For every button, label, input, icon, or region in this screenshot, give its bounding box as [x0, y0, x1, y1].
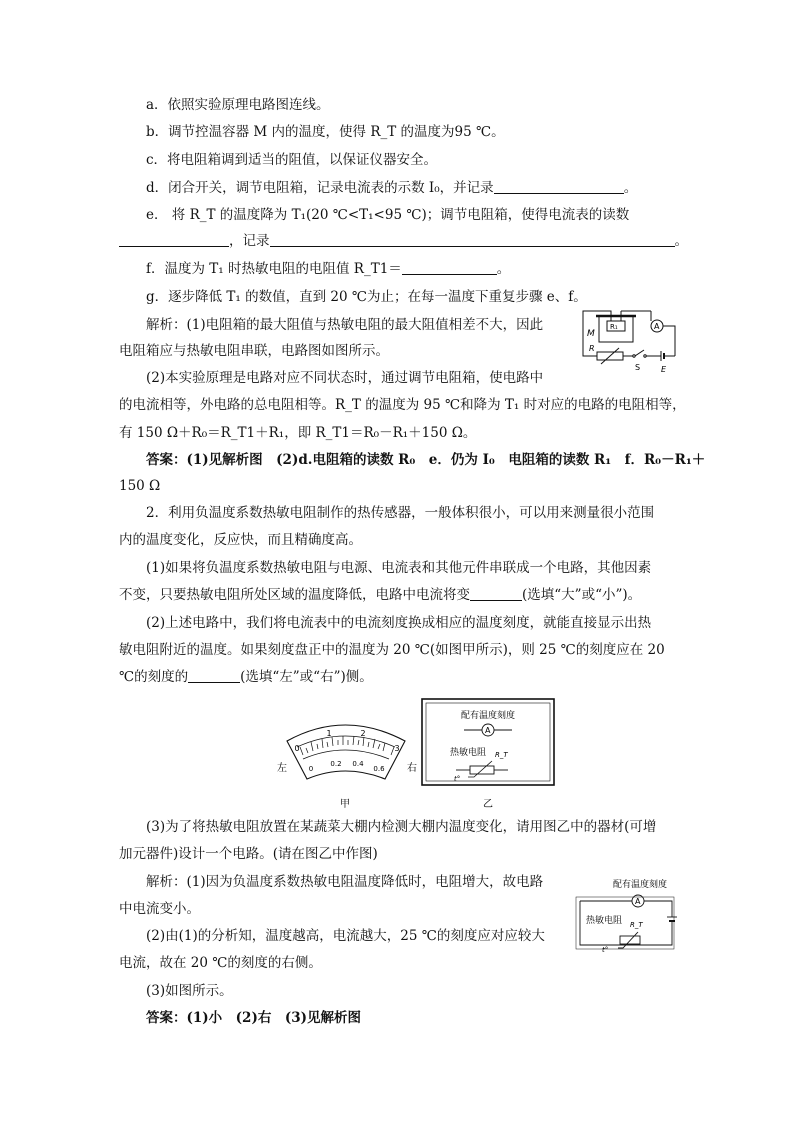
outer-tick-2: 2	[360, 729, 366, 738]
q2-part2-text: ℃的刻度的	[119, 669, 189, 685]
figure-jia-dial	[273, 715, 423, 815]
rt-label: R_T	[495, 751, 508, 759]
step-d: d．闭合开关，调节电阻箱，记录电流表的示数 I₀，并记录 。	[146, 180, 638, 196]
figure-yi-caption: 乙	[483, 799, 493, 810]
step-e-line1: e． 将 R_T 的温度降为 T₁(20 ℃<T₁<95 ℃)；调节电阻箱，使得电流表的读数	[146, 207, 630, 223]
outer-tick-0: 0	[294, 744, 300, 753]
answer2-text: 答案：(1)小 (2)右 (3)见解析图	[146, 1010, 362, 1026]
inner-tick-2: 0.4	[352, 760, 364, 768]
meter-label: 配有温度刻度	[612, 880, 668, 890]
circuit-diagram-2	[572, 875, 687, 955]
step-b: b．调节控温容器 M 内的温度，使得 R_T 的温度为95 ℃。	[146, 124, 505, 140]
analysis1-line5: 有 150 Ω＋R₀＝R_T1＋R₁，即 R_T1＝R₀－R₁＋150 Ω。	[119, 425, 477, 441]
ammeter-symbol: A	[485, 726, 491, 735]
dial-left-label: 左	[277, 763, 287, 774]
label-s: S	[635, 363, 641, 372]
answer1-text: 答案：(1)见解析图 (2)d.电阻箱的读数 R₀ e．仍为 I₀ 电阻箱的读数 R₁ f．R₀－R₁＋	[146, 452, 706, 468]
q2-part1-line1: (1)如果将负温度系数热敏电阻与电源、电流表和其他元件串联成一个电路，其他因素	[146, 560, 652, 576]
step-c: c．将电阻箱调到适当的阻值，以保证仪器安全。	[146, 152, 438, 168]
label-r: R	[589, 344, 595, 353]
answer1-line1	[146, 451, 705, 469]
step-g: g．逐步降低 T₁ 的数值，直到 20 ℃为止；在每一温度下重复步骤 e、f。	[146, 289, 587, 305]
step-d-text: d．闭合开关，调节电阻箱，记录电流表的示数 I₀，并记录	[146, 180, 494, 196]
analysis1-line4: 的电流相等，外电路的总电阻相等。R_T 的温度为 95 ℃和降为 T₁ 时对应的电路的电阻相等，	[119, 397, 686, 413]
figure-yi-box	[418, 697, 558, 815]
q2-intro-line2: 内的温度变化，反应快，而且精确度高。	[119, 532, 362, 548]
step-e-text: ，记录	[229, 233, 270, 249]
dial-right-label: 右	[407, 763, 417, 774]
step-e-line2: ，记录 。	[119, 232, 688, 250]
answer2	[146, 1009, 361, 1027]
outer-tick-3: 3	[394, 744, 400, 753]
rt-label: R_T	[630, 921, 643, 929]
analysis2-line1: 解析：(1)因为负温度系数热敏电阻温度降低时，电阻增大，故电路	[146, 874, 544, 890]
answer-blank	[270, 233, 675, 247]
label-e: E	[661, 365, 667, 374]
answer1-line2: 150 Ω	[119, 478, 161, 494]
meter-label: 配有温度刻度	[460, 711, 516, 721]
q2-part2-line3	[119, 668, 373, 686]
answer-blank	[470, 587, 522, 601]
inner-tick-1: 0.2	[330, 760, 342, 768]
answer-blank	[402, 261, 497, 275]
q2-part2-line2: 敏电阻附近的温度。如果刻度盘正中的温度为 20 ℃(如图甲所示)，则 25 ℃的刻度应在 20	[119, 642, 665, 658]
thermistor-label: 热敏电阻	[450, 748, 487, 758]
temp-label: t°	[454, 775, 461, 783]
label-m: M	[587, 329, 595, 339]
temp-label: t°	[602, 946, 609, 954]
label-r1: R₁	[610, 323, 618, 331]
q2-part3-line2: 加元器件)设计一个电路。(请在图乙中作图)	[119, 846, 378, 862]
outer-tick-1: 1	[326, 729, 332, 738]
answer-blank	[188, 669, 240, 683]
ammeter-symbol: A	[635, 897, 641, 906]
analysis2-line3: (2)由(1)的分析知，温度越高，电流越大，25 ℃的刻度应对应较大	[146, 928, 545, 944]
inner-tick-3: 0.6	[373, 765, 385, 773]
analysis2-line4: 电流，故在 20 ℃的刻度的右侧。	[119, 955, 322, 971]
q2-part2-end: (选填“左”或“右”)侧。	[240, 669, 373, 685]
analysis2-line2: 中电流变小。	[119, 901, 200, 917]
step-a: a．依照实验原理电路图连线。	[146, 97, 330, 113]
answer-blank	[119, 233, 229, 247]
q2-part1-end: (选填“大”或“小”)。	[522, 587, 642, 603]
analysis1-line2: 电阻箱应与热敏电阻串联，电路图如图所示。	[119, 343, 389, 359]
ammeter-symbol: A	[654, 322, 660, 331]
q2-part2-line1: (2)上述电路中，我们将电流表中的电流刻度换成相应的温度刻度，就能直接显示出热	[146, 615, 652, 631]
thermistor-label: 热敏电阻	[586, 916, 623, 926]
q2-part1-line2	[119, 586, 641, 604]
q2-part3-line1: (3)为了将热敏电阻放置在某蔬菜大棚内检测大棚内温度变化，请用图乙中的器材(可增	[146, 819, 657, 835]
answer-blank	[494, 180, 624, 194]
step-f: f．温度为 T₁ 时热敏电阻的电阻值 R_T1＝ 。	[146, 261, 511, 277]
q2-part1-text: 不变，只要热敏电阻所处区域的温度降低，电路中电流将变	[119, 587, 470, 603]
step-f-text: f．温度为 T₁ 时热敏电阻的电阻值 R_T1＝	[146, 261, 402, 277]
analysis2-line5: (3)如图所示。	[146, 983, 233, 999]
q2-intro-line1: 2．利用负温度系数热敏电阻制作的热传感器，一般体积很小，可以用来测量很小范围	[146, 505, 655, 521]
analysis1-line1: 解析：(1)电阻箱的最大阻值与热敏电阻的最大阻值相差不大，因此	[146, 317, 544, 333]
circuit-diagram-1	[575, 308, 685, 378]
inner-tick-0: 0	[308, 765, 314, 773]
analysis1-line3: (2)本实验原理是电路对应不同状态时，通过调节电阻箱，使电路中	[146, 370, 544, 386]
figure-jia-caption: 甲	[340, 799, 350, 810]
